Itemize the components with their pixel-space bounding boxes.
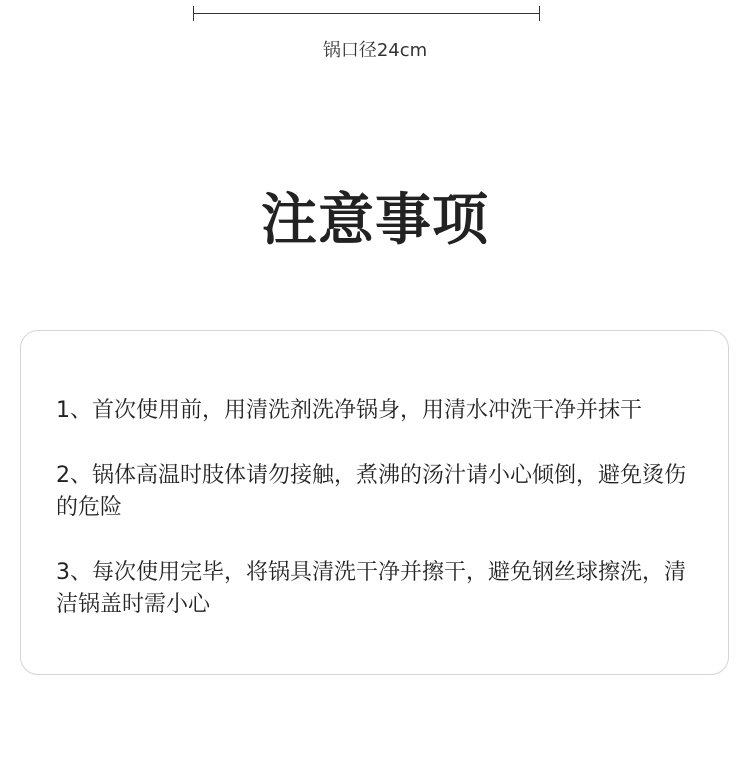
dimension-line <box>193 13 540 14</box>
dimension-tick-right <box>539 6 540 21</box>
diameter-label: 锅口径24cm <box>322 40 428 61</box>
notes-card <box>20 330 729 675</box>
note-item: 2、锅体高温时肢体请勿接触，煮沸的汤汁请小心倾倒，避免烫伤的危险 <box>56 463 686 520</box>
page-title: 注意事项 <box>261 188 489 253</box>
note-item: 1、首次使用前，用清洗剂洗净锅身，用清水冲洗干净并抹干 <box>56 398 642 423</box>
note-item: 3、每次使用完毕，将锅具清洗干净并擦干，避免钢丝球擦洗，清洁锅盖时需小心 <box>56 560 686 617</box>
diameter-dimension-line <box>193 4 540 24</box>
